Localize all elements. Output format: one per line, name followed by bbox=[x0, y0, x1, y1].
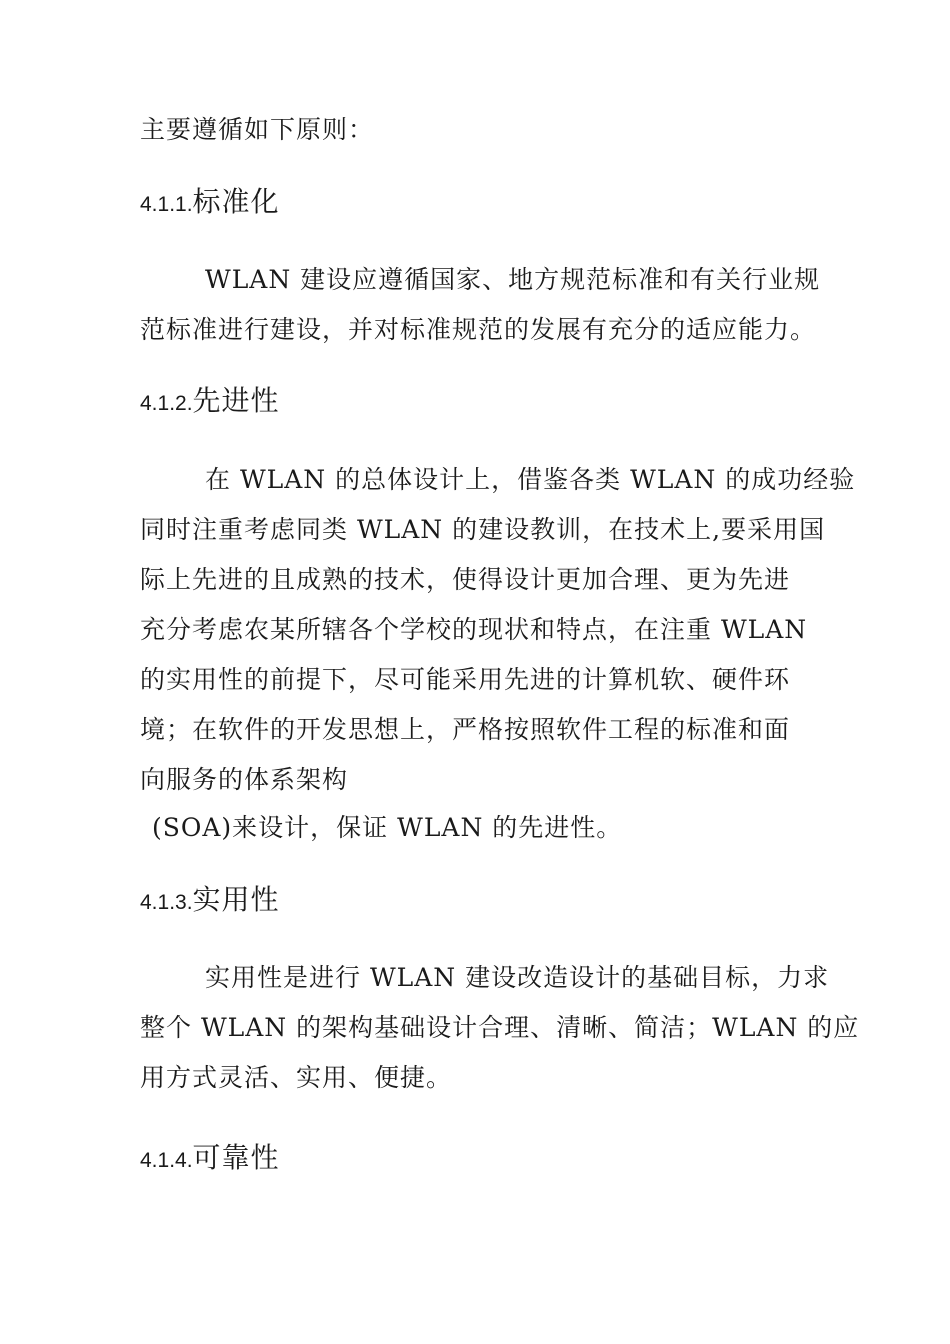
section-heading-practicality bbox=[140, 883, 280, 921]
paragraph-line: 际上先进的且成熟的技术，使得设计更加合理、更为先进 bbox=[140, 565, 791, 594]
paragraph-line: 在 WLAN 的总体设计上，借鉴各类 WLAN 的成功经验 bbox=[205, 465, 856, 494]
section-number: 4.1.4. bbox=[140, 1149, 193, 1172]
paragraph-line: 境；在软件的开发思想上，严格按照软件工程的标准和面 bbox=[140, 715, 791, 744]
paragraph-line: 实用性是进行 WLAN 建设改造设计的基础目标，力求 bbox=[205, 963, 830, 992]
paragraph-line: 向服务的体系架构 bbox=[140, 765, 349, 794]
section-number: 4.1.3. bbox=[140, 891, 193, 914]
paragraph-line: 用方式灵活、实用、便捷。 bbox=[140, 1063, 453, 1092]
paragraph-line: 整个 WLAN 的架构基础设计合理、清晰、简洁；WLAN 的应 bbox=[140, 1013, 860, 1042]
section-number: 4.1.2. bbox=[140, 392, 193, 415]
paragraph-line: WLAN 建设应遵循国家、地方规范标准和有关行业规 bbox=[205, 265, 821, 294]
section-heading-standardization bbox=[140, 185, 280, 223]
paragraph-line: 同时注重考虑同类 WLAN 的建设教训，在技术上,要采用国 bbox=[140, 515, 826, 544]
paragraph-line: 的实用性的前提下，尽可能采用先进的计算机软、硬件环 bbox=[140, 665, 791, 694]
paragraph-line: 范标准进行建设，并对标准规范的发展有充分的适应能力。 bbox=[140, 315, 817, 344]
section-number: 4.1.1. bbox=[140, 193, 193, 216]
section-heading-advancement bbox=[140, 384, 280, 422]
section-title: 实用性 bbox=[192, 883, 280, 916]
intro-text: 主要遵循如下原则： bbox=[140, 115, 375, 144]
section-title: 标准化 bbox=[192, 185, 280, 218]
section-heading-reliability bbox=[140, 1141, 280, 1179]
section-title: 先进性 bbox=[192, 384, 280, 417]
section-title: 可靠性 bbox=[192, 1141, 280, 1174]
paragraph-line: 充分考虑农某所辖各个学校的现状和特点，在注重 WLAN bbox=[140, 615, 808, 644]
paragraph-line: (SOA)来设计，保证 WLAN 的先进性。 bbox=[152, 813, 623, 842]
